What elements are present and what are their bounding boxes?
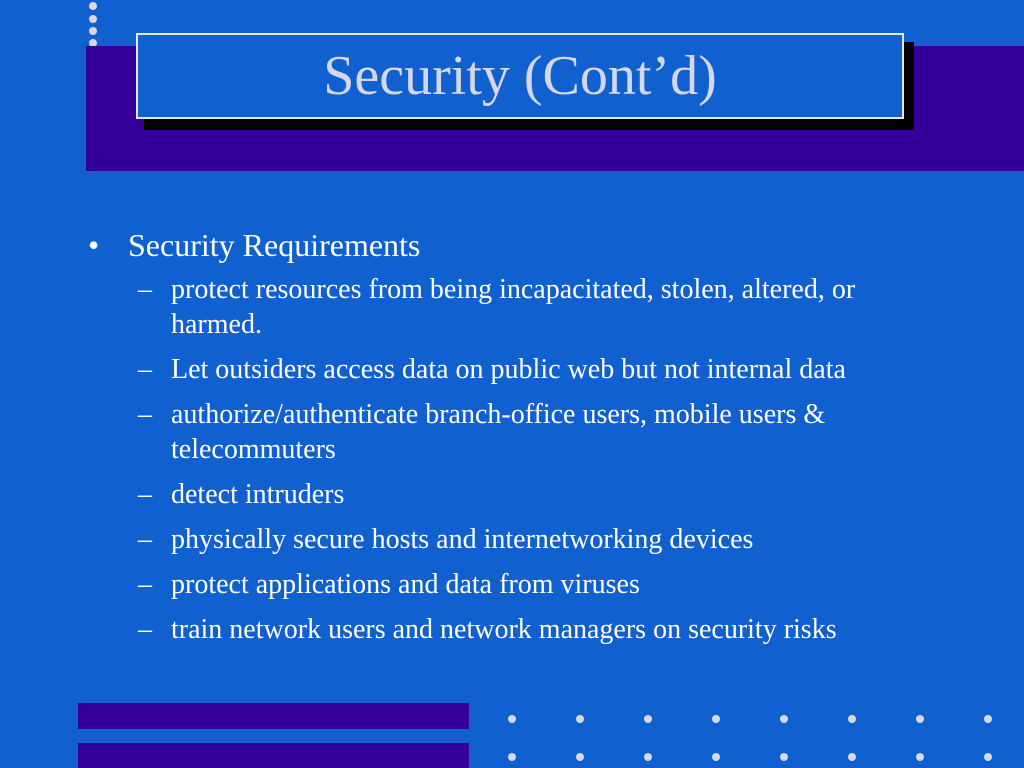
main-bullet-text: Security Requirements — [128, 227, 421, 263]
sub-bullet — [86, 477, 946, 512]
slide-title: Security (Cont’d) — [323, 45, 717, 107]
sub-bullet-text: physically secure hosts and internetworking devices — [171, 524, 754, 555]
decorative-dot-column — [89, 0, 99, 48]
slide-body — [86, 226, 946, 657]
decorative-dot — [712, 753, 720, 761]
decorative-dot — [89, 2, 97, 10]
main-bullet — [86, 226, 946, 264]
sub-bullet-text: train network users and network managers on security risks — [171, 614, 837, 645]
decorative-dot — [848, 753, 856, 761]
dash-marker: – — [138, 524, 152, 555]
decorative-dot — [508, 753, 516, 761]
dash-marker: – — [138, 569, 152, 600]
sub-bullet — [86, 272, 946, 342]
dash-marker: – — [138, 399, 152, 430]
sub-bullet-text: protect resources from being incapacitated, stolen, altered, or harmed. — [171, 274, 856, 340]
decorative-dot — [916, 715, 924, 723]
sub-bullet-text: Let outsiders access data on public web but not internal data — [171, 354, 846, 385]
sub-bullet — [86, 397, 946, 467]
dash-marker: – — [138, 614, 152, 645]
decorative-dot — [848, 715, 856, 723]
decorative-dot — [508, 715, 516, 723]
sub-bullet — [86, 612, 946, 647]
sub-bullet-text: detect intruders — [171, 479, 345, 510]
decorative-dot — [712, 715, 720, 723]
decorative-dot — [984, 753, 992, 761]
decorative-dot — [780, 753, 788, 761]
decorative-dot — [644, 753, 652, 761]
decorative-dot — [984, 715, 992, 723]
decorative-dot — [89, 15, 97, 23]
decorative-dot — [576, 715, 584, 723]
bullet-marker: • — [88, 227, 100, 263]
sub-bullet-text: protect applications and data from viruses — [171, 569, 640, 600]
decorative-dot — [916, 753, 924, 761]
title-box — [136, 33, 904, 119]
decorative-dot-row — [0, 753, 1024, 763]
decorative-dot — [644, 715, 652, 723]
dash-marker: – — [138, 354, 152, 385]
decorative-dot-row — [0, 715, 1024, 725]
dash-marker: – — [138, 479, 152, 510]
sub-bullet — [86, 567, 946, 602]
dash-marker: – — [138, 274, 152, 305]
sub-bullet — [86, 352, 946, 387]
decorative-dot — [89, 27, 97, 35]
decorative-dot — [576, 753, 584, 761]
sub-bullet-text: authorize/authenticate branch-office users, mobile users & telecommuters — [171, 399, 826, 465]
sub-bullet — [86, 522, 946, 557]
decorative-dot — [780, 715, 788, 723]
sub-bullet-list — [86, 272, 946, 647]
